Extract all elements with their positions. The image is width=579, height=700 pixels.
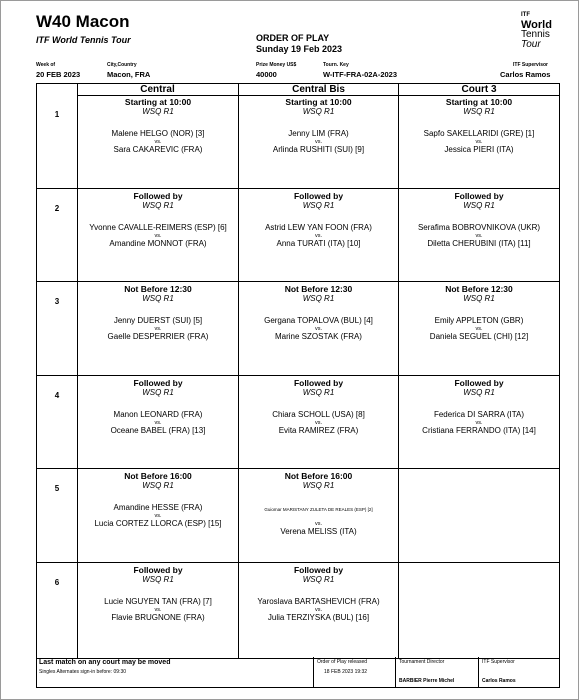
match-round: WSQ R1 [142, 201, 174, 210]
player-2: Lucia CORTEZ LLORCA (ESP) [15] [94, 519, 222, 528]
match-round: WSQ R1 [142, 294, 174, 303]
player-2: Julia TERZIYSKA (BUL) [16] [267, 613, 370, 622]
director-value: BARBIER Pierre Michel [399, 678, 455, 684]
match-time: Followed by [454, 378, 504, 388]
match-cell [239, 191, 398, 249]
player-2: Marine SZOSTAK (FRA) [275, 332, 362, 341]
versus: vs. [154, 139, 162, 145]
versus: vs. [154, 326, 162, 332]
logo-line-2: Tennis [521, 29, 550, 40]
row-divider [37, 562, 559, 563]
order-of-play-label: ORDER OF PLAY [256, 33, 330, 43]
city-value: Macon, FRA [107, 70, 151, 79]
match-round: WSQ R1 [142, 481, 174, 490]
match-time: Not Before 12:30 [284, 284, 353, 294]
released-label: Order of Play released [317, 659, 368, 665]
match-round: WSQ R1 [463, 107, 495, 116]
match-time: Starting at 10:00 [285, 97, 352, 107]
match-time: Starting at 10:00 [445, 97, 513, 107]
versus: vs. [314, 521, 323, 527]
match-time: Followed by [293, 191, 344, 201]
match-time: Followed by [133, 191, 183, 201]
match-cell [239, 284, 398, 342]
player-2: Diletta CHERUBINI (ITA) [11] [427, 239, 531, 248]
released-value: 18 FEB 2023 19:32 [324, 669, 368, 675]
logo-mark: ITF [521, 12, 530, 18]
match-time: Not Before 12:30 [445, 284, 513, 294]
player-2: Verena MELISS (ITA) [280, 527, 357, 536]
tourn-key-value: W-ITF-FRA-02A-2023 [323, 70, 398, 79]
prize-money-value: 40000 [256, 70, 277, 79]
match-cell [78, 471, 238, 529]
player-2: Arlinda RUSHITI (SUI) [9] [272, 145, 365, 154]
match-time: Starting at 10:00 [124, 97, 192, 107]
player-1: Sapfo SAKELLARIDI (GRE) [1] [423, 129, 535, 138]
match-cell-empty [399, 471, 559, 483]
match-round: WSQ R1 [463, 201, 495, 210]
player-1: Manon LEONARD (FRA) [113, 410, 203, 419]
match-round: WSQ R1 [142, 575, 174, 584]
tournament-title: W40 Macon [36, 12, 130, 31]
player-1: Guiomar MARISTANY ZULETA DE REALES (ESP) [2] [264, 507, 373, 512]
match-cell [239, 471, 398, 537]
versus: vs. [154, 420, 162, 426]
match-time: Not Before 16:00 [124, 471, 192, 481]
versus: vs. [314, 420, 323, 426]
order-of-play-heading [256, 33, 342, 55]
versus: vs. [314, 326, 323, 332]
player-2: Oceane BABEL (FRA) [13] [110, 426, 206, 435]
player-2: Anna TURATI (ITA) [10] [276, 239, 361, 248]
logo-line-3: Tour [521, 39, 541, 50]
court-header-central: Central [77, 84, 238, 96]
supervisor-value: Carlos Ramos [500, 70, 551, 79]
player-1: Jenny LIM (FRA) [288, 129, 349, 138]
versus: vs. [314, 607, 323, 613]
match-cell [239, 97, 398, 155]
match-round: WSQ R1 [302, 294, 335, 303]
versus: vs. [154, 607, 162, 613]
match-round: WSQ R1 [302, 481, 335, 490]
row-divider [37, 188, 559, 189]
schedule-grid [36, 83, 560, 659]
player-1: Amandine HESSE (FRA) [113, 503, 203, 512]
match-time: Followed by [454, 191, 504, 201]
versus: vs. [475, 139, 483, 145]
row-number: 2 [54, 204, 60, 213]
prize-money-label: Prize Money US$ [256, 62, 297, 68]
director-label: Tournament Director [399, 659, 445, 665]
tour-subtitle: ITF World Tennis Tour [36, 35, 131, 45]
match-round: WSQ R1 [463, 388, 495, 397]
row-divider [37, 281, 559, 282]
player-1: Lucie NGUYEN TAN (FRA) [7] [104, 597, 212, 606]
logo-line-1: World [521, 19, 552, 31]
match-time: Followed by [133, 565, 183, 575]
match-round: WSQ R1 [302, 107, 335, 116]
match-round: WSQ R1 [142, 388, 174, 397]
court-header-central-bis: Central Bis [239, 84, 398, 96]
player-1: Emily APPLETON (GBR) [434, 316, 524, 325]
match-cell [399, 97, 559, 155]
row-number: 3 [54, 297, 60, 306]
player-2: Amandine MONNOT (FRA) [109, 239, 207, 248]
versus: vs. [475, 233, 483, 239]
player-2: Jessica PIERI (ITA) [444, 145, 514, 154]
match-time: Not Before 12:30 [124, 284, 192, 294]
match-cell-empty [399, 565, 559, 577]
match-cell [78, 191, 238, 249]
row-number: 6 [54, 578, 60, 587]
footer-supervisor-label: ITF Supervisor [482, 659, 515, 665]
match-time: Followed by [293, 565, 344, 575]
row-number: 4 [54, 391, 60, 400]
match-cell [239, 378, 398, 436]
week-of-label: Week of [36, 62, 56, 68]
versus: vs. [475, 326, 483, 332]
player-1: Astrid LEW YAN FOON (FRA) [265, 223, 372, 232]
player-1: Chiara SCHOLL (USA) [8] [272, 410, 365, 419]
player-2: Evita RAMIREZ (FRA) [278, 426, 359, 435]
match-round: WSQ R1 [302, 201, 335, 210]
match-time: Not Before 16:00 [284, 471, 353, 481]
city-label: City,Country [107, 62, 137, 68]
tourn-key-label: Tourn. Key [323, 62, 349, 68]
match-cell [78, 97, 238, 155]
player-1: Serafima BOBROVNIKOVA (UKR) [417, 223, 541, 232]
player-1: Yvonne CAVALLE-REIMERS (ESP) [6] [89, 223, 227, 232]
player-2: Flavie BRUGNONE (FRA) [111, 613, 205, 622]
court-header-court-3: Court 3 [399, 84, 559, 96]
match-time: Followed by [133, 378, 183, 388]
match-round: WSQ R1 [142, 107, 174, 116]
row-number: 5 [54, 484, 60, 493]
versus: vs. [154, 233, 162, 239]
match-cell [78, 565, 238, 623]
footer-divider [313, 657, 314, 687]
supervisor-label: ITF Supervisor [513, 62, 549, 68]
player-1: Yaroslava BARTASHEVICH (FRA) [257, 597, 380, 606]
player-1: Federica DI SARRA (ITA) [433, 410, 525, 419]
footer-supervisor-value: Carlos Ramos [482, 678, 516, 684]
footer-bar [36, 657, 560, 688]
versus: vs. [314, 233, 323, 239]
match-round: WSQ R1 [463, 294, 495, 303]
player-2: Sara CAKAREVIC (FRA) [113, 145, 203, 154]
week-of-value: 20 FEB 2023 [36, 70, 81, 79]
match-cell [399, 284, 559, 342]
player-1: Jenny DUERST (SUI) [5] [113, 316, 203, 325]
row-divider [37, 468, 559, 469]
itf-world-tennis-tour-logo [517, 8, 565, 54]
match-cell [78, 284, 238, 342]
play-date: Sunday 19 Feb 2023 [256, 44, 343, 54]
player-1: Gergana TOPALOVA (BUL) [4] [264, 316, 373, 325]
match-round: WSQ R1 [302, 575, 335, 584]
match-cell [239, 565, 398, 623]
match-cell [399, 378, 559, 436]
row-divider [37, 375, 559, 376]
player-2: Daniela SEGUEL (CHI) [12] [429, 332, 529, 341]
alternates-note: Singles Alternates sign-in before: 09:30 [39, 669, 126, 675]
match-cell [78, 378, 238, 436]
footer-divider [478, 657, 479, 687]
player-2: Gaelle DESPERRIER (FRA) [107, 332, 209, 341]
match-round: WSQ R1 [302, 388, 335, 397]
versus: vs. [475, 420, 483, 426]
last-match-note: Last match on any court may be moved [39, 659, 171, 666]
versus: vs. [154, 513, 162, 519]
player-2: Cristiana FERRANDO (ITA) [14] [422, 426, 536, 435]
match-cell [399, 191, 559, 249]
footer-divider [395, 657, 396, 687]
player-1: Malene HELGO (NOR) [3] [111, 129, 205, 138]
row-number: 1 [54, 110, 60, 119]
versus: vs. [314, 139, 323, 145]
match-time: Followed by [293, 378, 344, 388]
